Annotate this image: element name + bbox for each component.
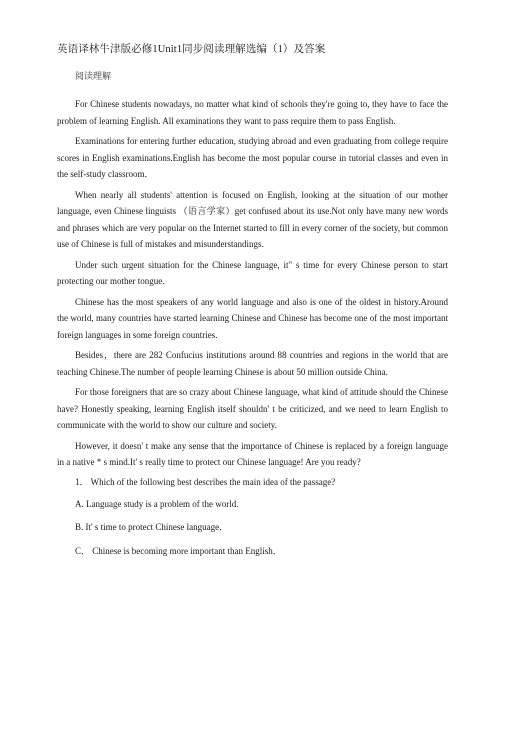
answer-option-c: C． Chinese is becoming more important than English． — [75, 545, 282, 556]
question-stem: 1． Which of the following best describes the main idea of the passage? — [75, 476, 336, 487]
answer-option-a: A. Language study is a problem of the world. — [75, 498, 239, 509]
section-heading: 阅读理解 — [75, 71, 112, 81]
question-block — [57, 475, 448, 557]
document-title: 英语译林牛津版必修1Unit1同步阅读理解选编（1）及答案 — [57, 44, 326, 55]
passage-paragraph: When nearly all students' attention is focused on English, looking at the situation of our mother language, even Chinese linguists （语言学家）get confused about its use.Not only have many new words and phrases which are very popular on the Internet started to fill in every corner of the society, but common use of Chinese is full of mistakes and misunderstandings. — [57, 189, 448, 249]
passage-paragraph: Besides，there are 282 Confucius institutions around 88 countries and regions in the world that are teaching Chinese.The number of people learning Chinese is about 50 million outside China. — [57, 350, 448, 377]
passage — [57, 96, 448, 471]
passage-paragraph: For Chinese students nowadays, no matter what kind of schools they're going to, they have to face the problem of learning English. All examinations they want to pass require them to pass English. — [57, 99, 448, 126]
passage-paragraph: However, it doesn' t make any sense that the importance of Chinese is replaced by a foreign language in a native * s mind.It' s really time to protect our Chinese language! Are you ready? — [57, 440, 448, 467]
passage-paragraph: Examinations for entering further education, studying abroad and even graduating from college require scores in English examinations.English has become the most popular course in tutorial classes and even in the self-study classroom． — [57, 136, 448, 179]
passage-paragraph: For those foreigners that are so crazy about Chinese language, what kind of attitude should the Chinese have? Honestly speaking, learning English itself shouldn' t be criticized, and we need to learn English to communicate with the world to show our culture and society. — [57, 387, 448, 430]
passage-paragraph: Under such urgent situation for the Chinese language, it" s time for every Chinese person to start protecting our mother tongue． — [57, 259, 448, 286]
answer-option-b: B. It' s time to protect Chinese language． — [75, 521, 229, 532]
passage-paragraph: Chinese has the most speakers of any world language and also is one of the oldest in history.Around the world, many countries have started learning Chinese and Chinese has become one of the most important foreign languages in some foreign countries. — [57, 296, 448, 340]
